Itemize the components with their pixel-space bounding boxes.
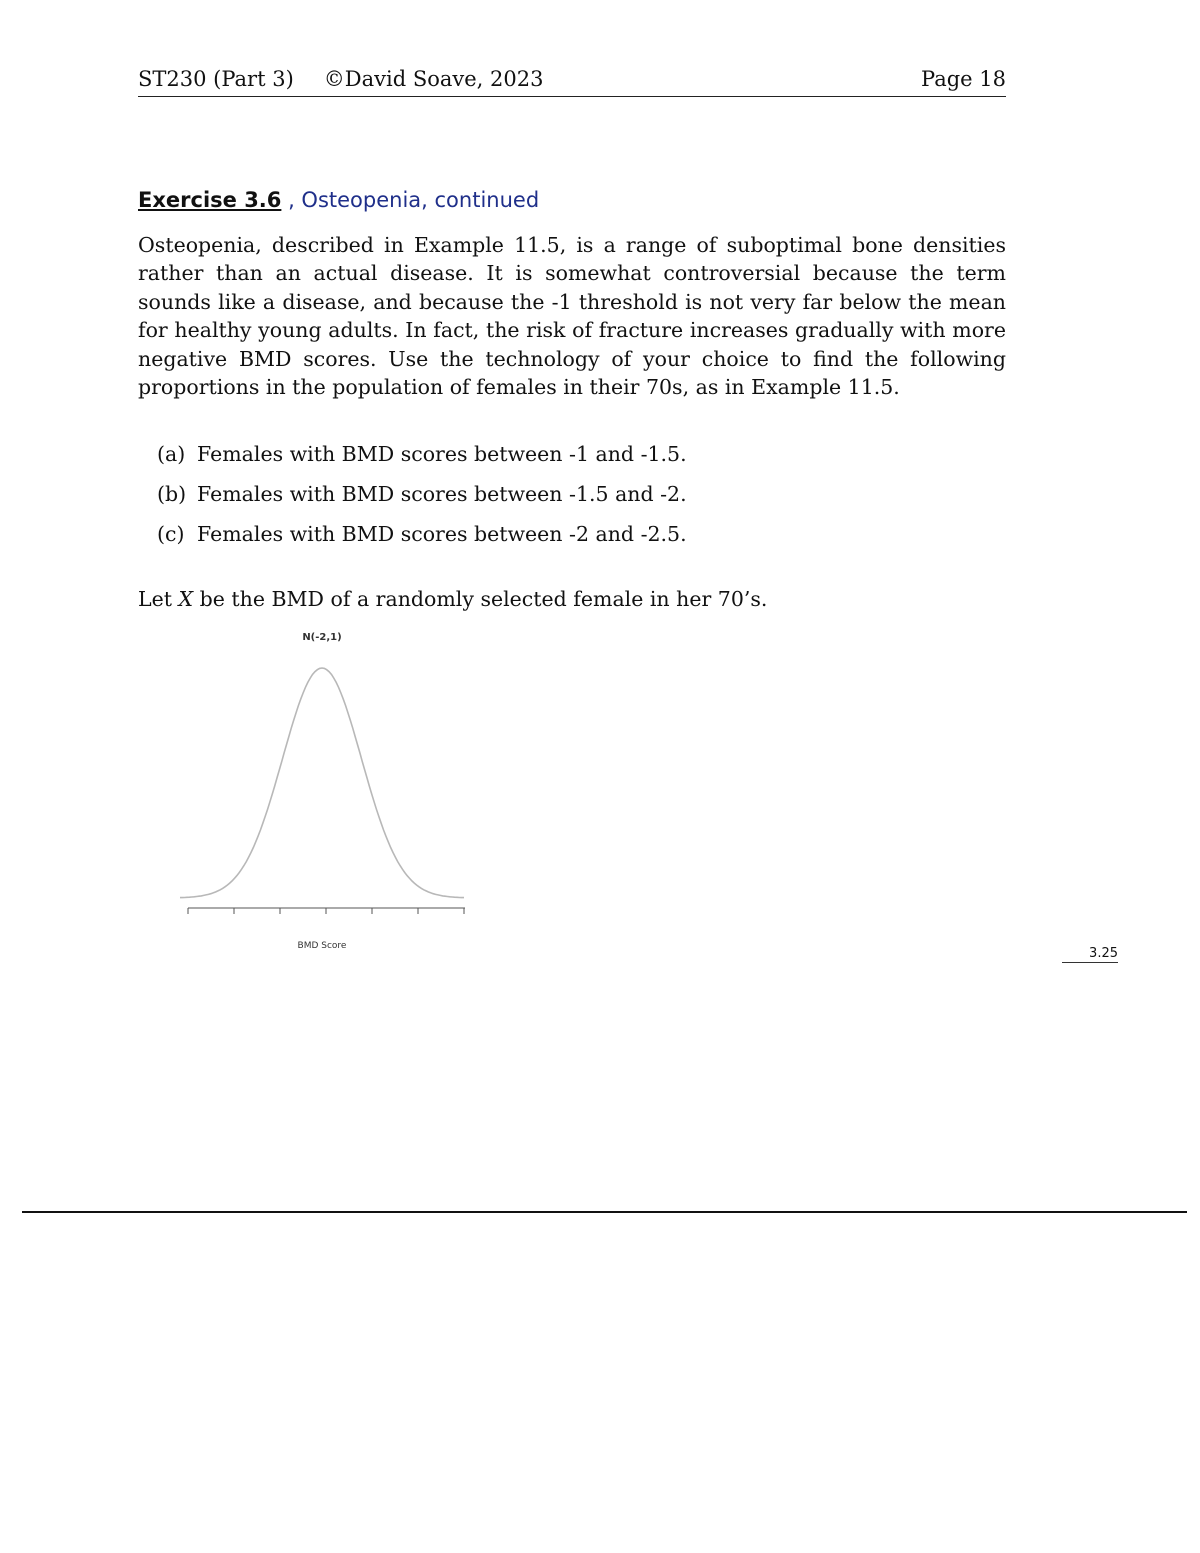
exercise-label: Exercise 3.6 bbox=[138, 188, 282, 212]
problem-text: Osteopenia, described in Example 11.5, is a range of suboptimal bone densities rather than an actual disease. It is somewhat controversial because the term sounds like a disease, and because the -1 threshold is not very far below the mean for healthy young adults. In fact, the risk of fracture increases gradually with more negative BMD scores. Use the technology of your choice to find the following proportions in the population of females in their 70s, as in Example 11.5. bbox=[138, 233, 1006, 400]
exercise-subtitle: , Osteopenia, continued bbox=[281, 188, 540, 212]
part-label: (b) bbox=[157, 482, 187, 506]
page-header bbox=[138, 66, 1006, 97]
x-axis-ticks bbox=[188, 908, 464, 914]
part-item-b bbox=[157, 480, 687, 520]
random-variable-definition: Let X be the BMD of a randomly selected female in her 70’s. bbox=[138, 587, 768, 611]
parts-list bbox=[157, 440, 687, 560]
page-number: Page 18 bbox=[921, 67, 1006, 91]
slide-number: 3.25 bbox=[1062, 946, 1118, 963]
variable-x: X bbox=[178, 587, 194, 611]
copyright-notice: ©David Soave, 2023 bbox=[323, 67, 544, 91]
part-label: (a) bbox=[157, 442, 186, 466]
part-text: Females with BMD scores between -2 and -2.5. bbox=[197, 522, 687, 546]
part-label: (c) bbox=[157, 522, 185, 546]
exercise-title bbox=[138, 188, 539, 212]
header-left bbox=[138, 66, 543, 92]
density-curve bbox=[180, 668, 464, 898]
part-text: Females with BMD scores between -1.5 and -2. bbox=[197, 482, 687, 506]
part-item-c bbox=[157, 520, 687, 560]
part-text: Females with BMD scores between -1 and -1.5. bbox=[197, 442, 687, 466]
figure-xlabel: BMD Score bbox=[297, 941, 347, 951]
normal-curve-figure bbox=[170, 620, 480, 960]
figure-title: N(-2,1) bbox=[302, 632, 342, 643]
course-title: ST230 (Part 3) bbox=[138, 67, 294, 91]
divider-rule bbox=[22, 1211, 1187, 1213]
part-item-a bbox=[157, 440, 687, 480]
